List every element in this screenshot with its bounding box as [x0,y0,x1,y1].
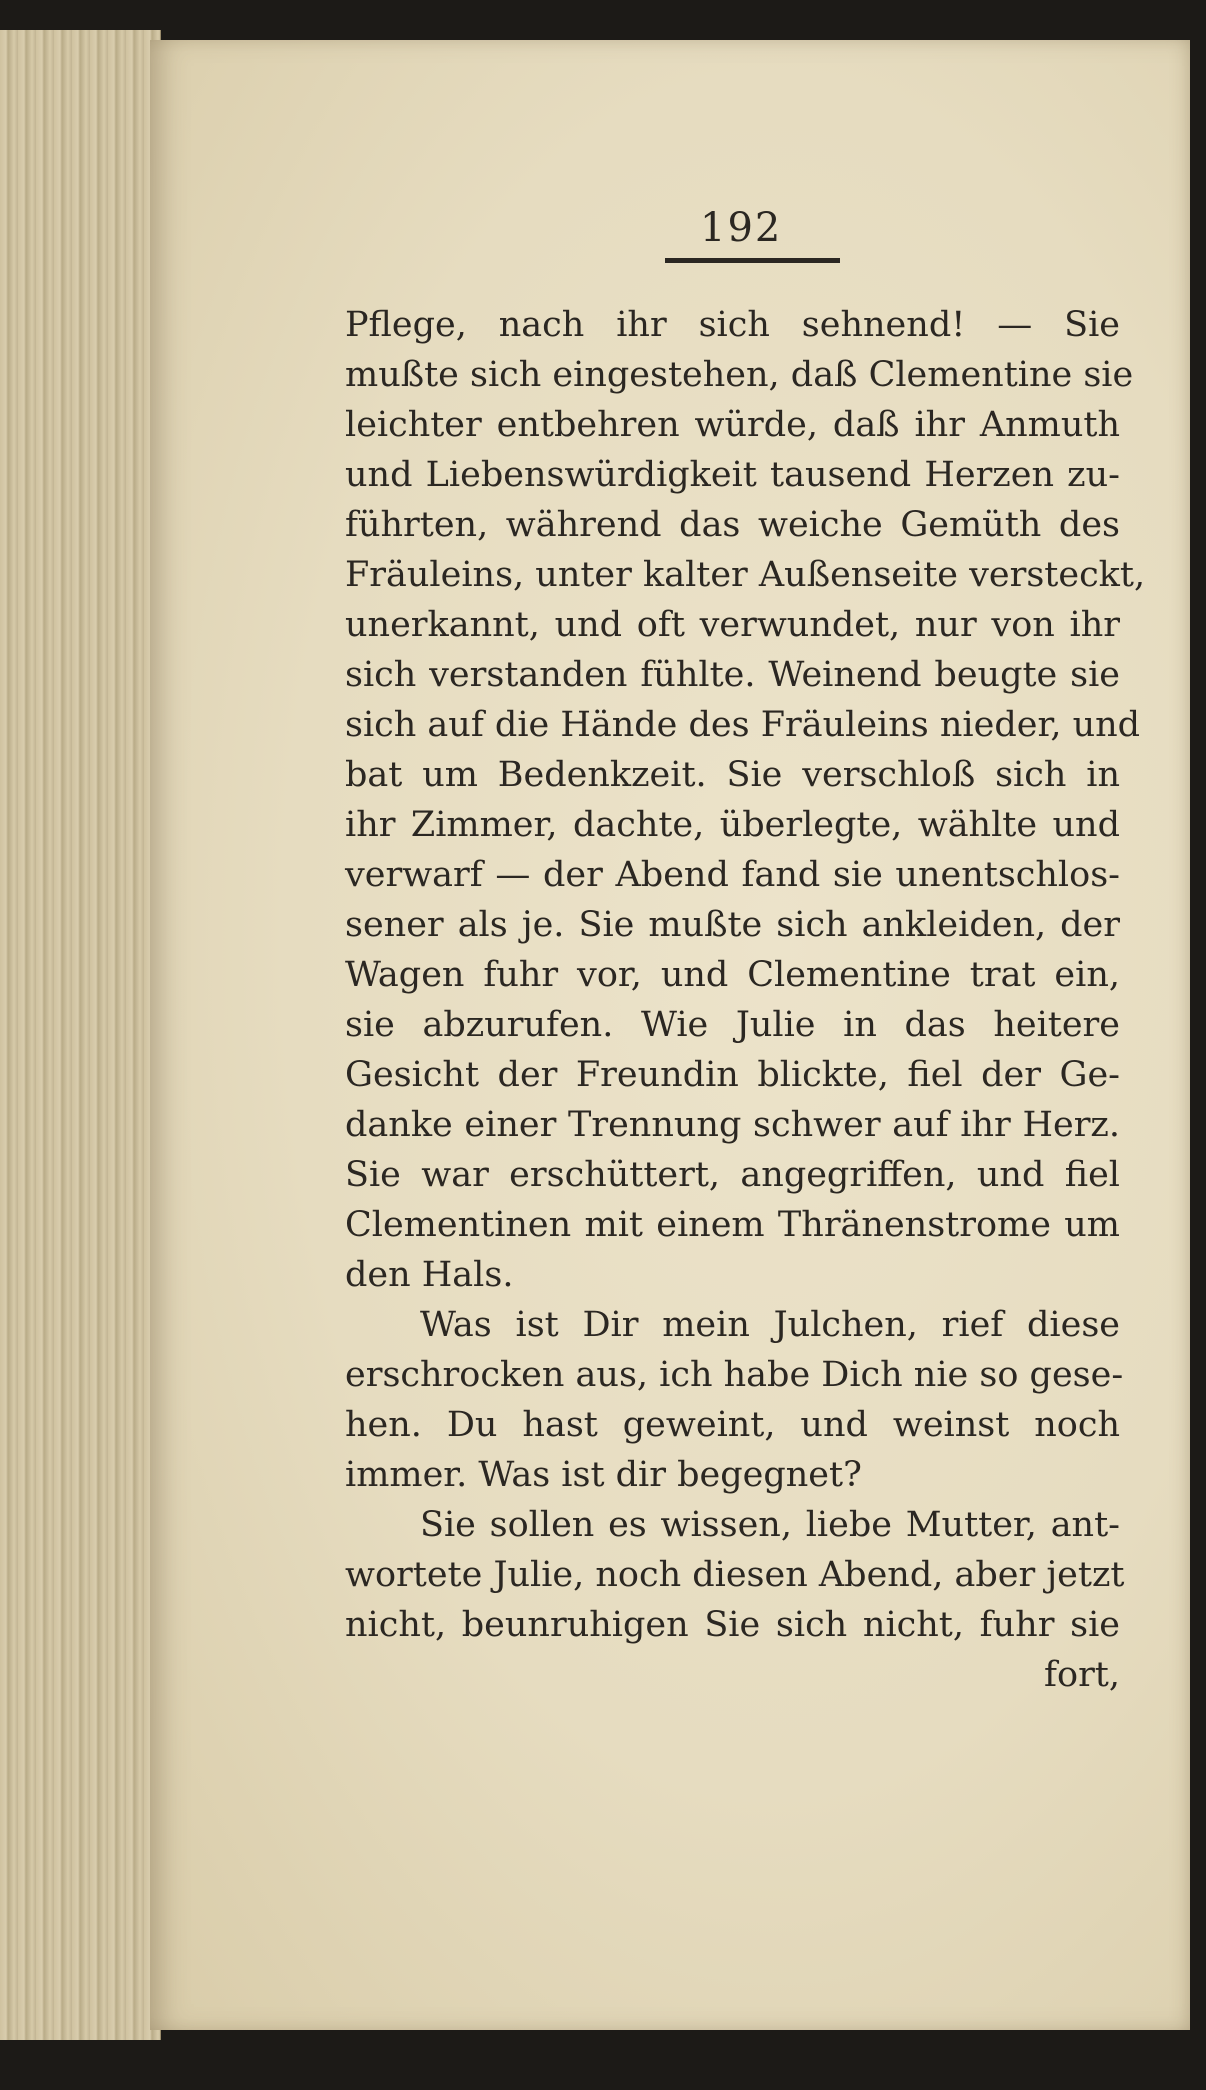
text-line: verwarf — der Abend fand sie unentschlos- [345,855,1120,895]
text-line: sie abzurufen. Wie Julie in das heitere [345,1005,1120,1045]
text-line: leichter entbehren würde, daß ihr Anmuth [345,405,1120,445]
text-line: Sie sollen es wissen, liebe Mutter, ant- [420,1505,1120,1545]
text-line: erschrocken aus, ich habe Dich nie so gese- [345,1355,1124,1395]
text-line: nicht, beunruhigen Sie sich nicht, fuhr sie [345,1605,1120,1645]
text-line: Pflege, nach ihr sich sehnend! — Sie [345,305,1120,345]
page-edges [0,30,161,2040]
text-line: sener als je. Sie mußte sich ankleiden, der [345,905,1120,945]
text-line: wortete Julie, noch diesen Abend, aber jetzt [345,1555,1125,1595]
text-line: Was ist Dir mein Julchen, rief diese [420,1305,1120,1345]
text-line: unerkannt, und oft verwundet, nur von ihr [345,605,1120,645]
text-line: Wagen fuhr vor, und Clementine trat ein, [345,955,1120,995]
text-line: hen. Du hast geweint, und weinst noch [345,1405,1120,1445]
body-text [345,300,1146,1700]
text-line: Fräuleins, unter kalter Außenseite versteckt, [345,555,1146,595]
text-line: danke einer Trennung schwer auf ihr Herz. [345,1105,1120,1145]
text-line: immer. Was ist dir begegnet? [345,1455,862,1495]
text-line: den Hals. [345,1255,514,1295]
text-line: Clementinen mit einem Thränenstrome um [345,1205,1120,1245]
text-line: bat um Bedenkzeit. Sie verschloß sich in [345,755,1120,795]
catchword: fort, [1044,1655,1120,1695]
text-line: mußte sich eingestehen, daß Clementine sie [345,355,1134,395]
header-rule [665,258,840,263]
text-line: Gesicht der Freundin blickte, fiel der Ge- [345,1055,1120,1095]
text-line: Sie war erschüttert, angegriffen, und fiel [345,1155,1120,1195]
text-line: führten, während das weiche Gemüth des [345,505,1120,545]
text-line: und Liebenswürdigkeit tausend Herzen zu- [345,455,1120,495]
page-number: 192 [700,205,783,251]
text-line: sich auf die Hände des Fräuleins nieder, und [345,705,1141,745]
text-line: sich verstanden fühlte. Weinend beugte sie [345,655,1120,695]
text-line: ihr Zimmer, dachte, überlegte, wählte und [345,805,1120,845]
